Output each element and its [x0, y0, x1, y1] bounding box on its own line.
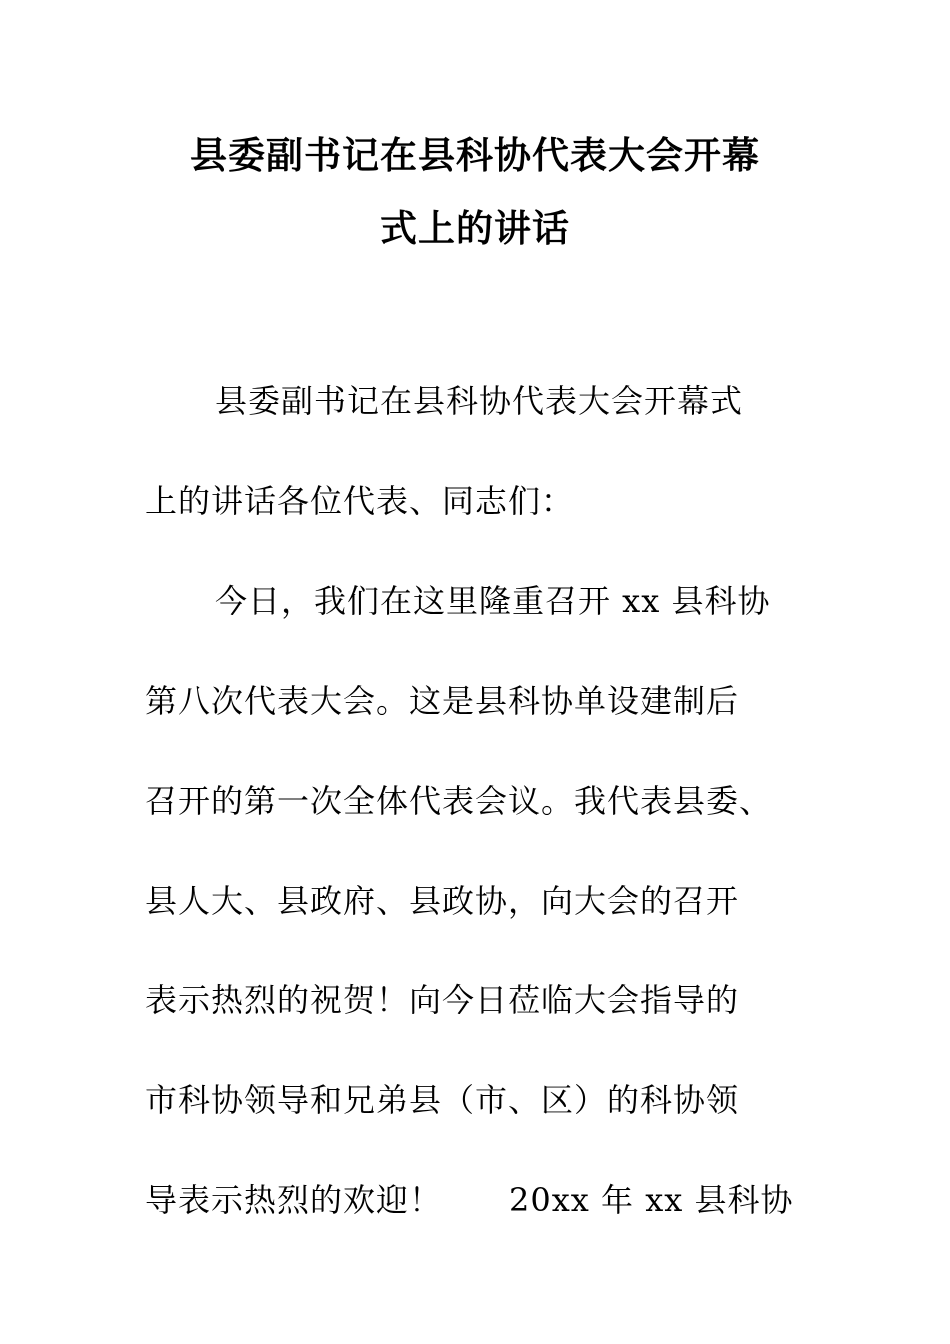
paragraph-line: 表示热烈的祝贺！向今日莅临大会指导的 [145, 981, 740, 1019]
document-title-line-1: 县委副书记在县科协代表大会开幕 [190, 133, 760, 177]
paragraph-line: 上的讲话各位代表、同志们： [145, 482, 575, 520]
paragraph-line: 今日，我们在这里隆重召开 xx 县科协 [215, 582, 771, 620]
paragraph-line: 市科协领导和兄弟县（市、区）的科协领 [145, 1081, 740, 1119]
paragraph-line: 导表示热烈的欢迎！ 20xx 年 xx 县科协 [145, 1181, 794, 1219]
document-title-line-2: 式上的讲话 [380, 206, 570, 250]
paragraph-line: 县人大、县政府、县政协，向大会的召开 [145, 882, 740, 920]
paragraph-line: 召开的第一次全体代表会议。我代表县委、 [145, 782, 773, 820]
paragraph-line: 县委副书记在县科协代表大会开幕式 [215, 382, 744, 420]
paragraph-line: 第八次代表大会。这是县科协单设建制后 [145, 682, 740, 720]
